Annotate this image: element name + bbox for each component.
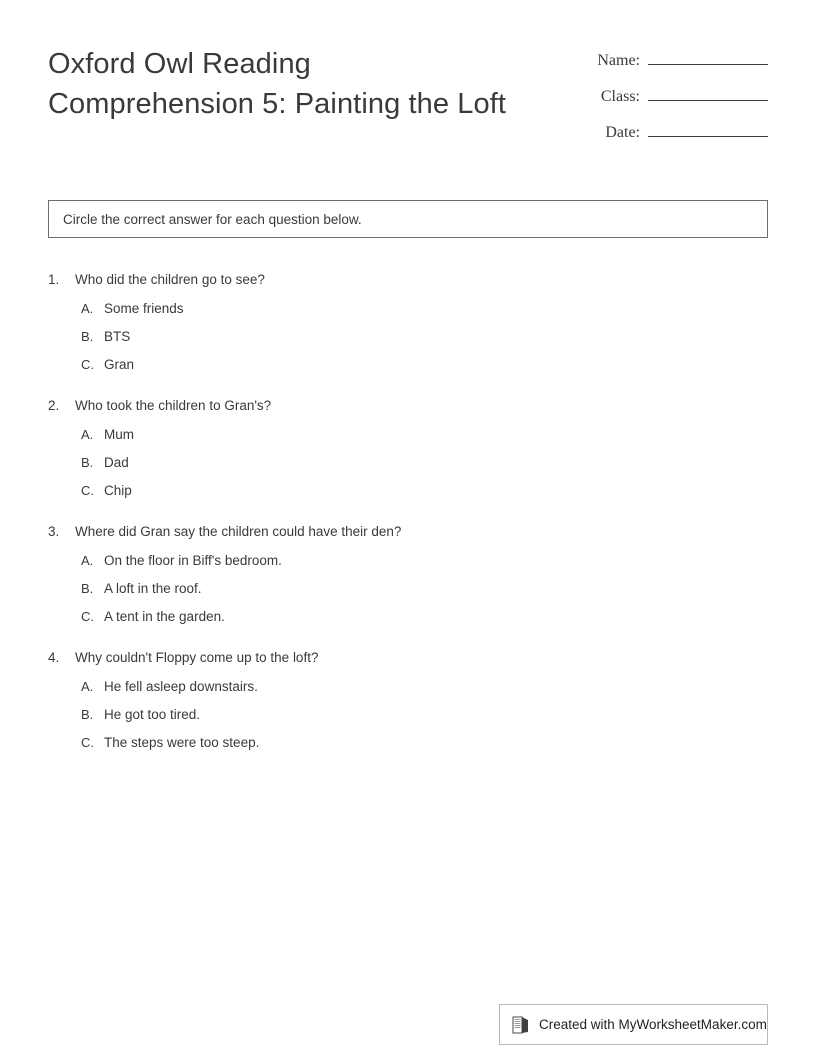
choice-option[interactable] (81, 679, 768, 694)
choice-option[interactable] (81, 609, 768, 624)
choice-letter: C. (81, 357, 94, 372)
student-info-fields (597, 50, 768, 158)
choice-text: BTS (104, 329, 131, 344)
date-field-row (597, 122, 768, 142)
question-heading (48, 524, 768, 539)
worksheet-header (0, 0, 816, 158)
choice-text: Mum (104, 427, 134, 442)
choice-option[interactable] (81, 735, 768, 750)
class-field-row (597, 86, 768, 106)
date-field-label: Date: (605, 124, 640, 141)
choice-option[interactable] (81, 329, 768, 344)
choice-text: The steps were too steep. (104, 735, 260, 750)
choice-option[interactable] (81, 707, 768, 722)
question-heading (48, 398, 768, 413)
question-item (48, 524, 768, 624)
choice-text: On the floor in Biff's bedroom. (104, 553, 282, 568)
instruction-box (48, 200, 768, 238)
choices-list (48, 427, 768, 498)
question-item (48, 650, 768, 750)
question-text: Who did the children go to see? (75, 272, 265, 287)
choice-option[interactable] (81, 357, 768, 372)
created-with-badge[interactable] (499, 1004, 768, 1045)
choice-letter: B. (81, 581, 94, 596)
choice-letter: C. (81, 735, 94, 750)
choice-letter: B. (81, 707, 94, 722)
question-text: Why couldn't Floppy come up to the loft? (75, 650, 319, 665)
choice-option[interactable] (81, 455, 768, 470)
choice-text: Chip (104, 483, 132, 498)
choice-text: Gran (104, 357, 135, 372)
question-item (48, 272, 768, 372)
name-field-input[interactable] (648, 50, 768, 65)
choice-text: Dad (104, 455, 129, 470)
choice-text: He got too tired. (104, 707, 201, 722)
question-heading (48, 650, 768, 665)
choice-letter: B. (81, 329, 94, 344)
choice-letter: A. (81, 553, 94, 568)
page-title: Oxford Owl Reading Comprehension 5: Painting the Loft (48, 48, 507, 120)
question-text: Who took the children to Gran's? (75, 398, 272, 413)
choices-list (48, 553, 768, 624)
choice-option[interactable] (81, 427, 768, 442)
question-number: 3. (48, 524, 60, 539)
choices-list (48, 679, 768, 750)
choices-list (48, 301, 768, 372)
choice-letter: A. (81, 427, 94, 442)
question-number: 2. (48, 398, 60, 413)
question-item (48, 398, 768, 498)
name-field-label: Name: (597, 52, 640, 69)
choice-option[interactable] (81, 301, 768, 316)
question-number: 4. (48, 650, 60, 665)
question-text: Where did Gran say the children could have their den? (75, 524, 402, 539)
class-field-label: Class: (600, 88, 640, 105)
choice-text: A tent in the garden. (104, 609, 225, 624)
choice-option[interactable] (81, 483, 768, 498)
question-heading (48, 272, 768, 287)
choice-letter: C. (81, 483, 94, 498)
class-field-input[interactable] (648, 86, 768, 101)
printer-icon (512, 1015, 530, 1035)
name-field-row (597, 50, 768, 70)
questions-list (48, 272, 768, 750)
choice-letter: A. (81, 679, 94, 694)
instruction-text: Circle the correct answer for each question below. (63, 211, 362, 227)
created-with-text: Created with MyWorksheetMaker.com (539, 1017, 767, 1032)
choice-text: He fell asleep downstairs. (104, 679, 258, 694)
choice-text: Some friends (104, 301, 184, 316)
choice-option[interactable] (81, 581, 768, 596)
date-field-input[interactable] (648, 122, 768, 137)
choice-letter: C. (81, 609, 94, 624)
choice-letter: B. (81, 455, 94, 470)
choice-option[interactable] (81, 553, 768, 568)
choice-letter: A. (81, 301, 94, 316)
choice-text: A loft in the roof. (104, 581, 202, 596)
question-number: 1. (48, 272, 60, 287)
